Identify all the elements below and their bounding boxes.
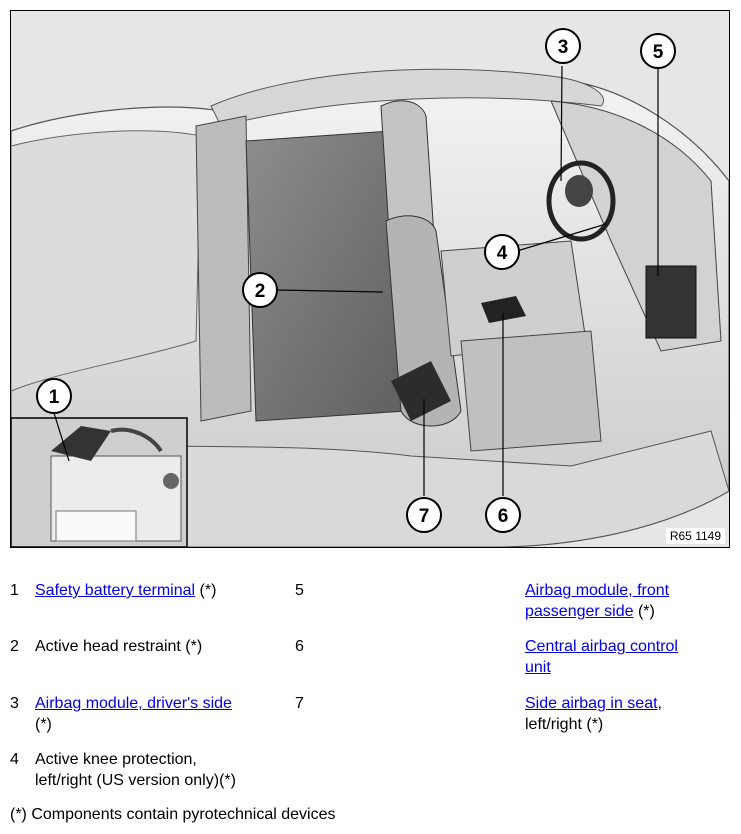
passenger-airbag-module — [646, 266, 696, 338]
legend-item-4 — [35, 749, 236, 791]
link-central-airbag-control-line2[interactable]: unit — [525, 659, 551, 676]
link-airbag-module-passenger-line1[interactable]: Airbag module, front — [525, 582, 670, 599]
legend-item-6 — [525, 636, 678, 678]
driver-airbag — [565, 175, 593, 207]
svg-text:4: 4 — [496, 243, 508, 264]
callout-2 — [243, 273, 277, 307]
legend-item-3-note: (*) — [35, 716, 52, 733]
legend-number-1: 1 — [10, 582, 19, 599]
link-airbag-module-driver-side[interactable]: Airbag module, driver's side — [35, 695, 232, 712]
svg-text:5: 5 — [652, 42, 664, 63]
link-safety-battery-terminal[interactable]: Safety battery terminal — [35, 582, 196, 599]
svg-text:3: 3 — [557, 37, 569, 58]
legend-number-7: 7 — [295, 695, 304, 712]
legend-item-3 — [35, 693, 232, 735]
rear-seat-back — [196, 116, 251, 421]
link-airbag-module-passenger-line2[interactable]: passenger side — [525, 603, 634, 620]
figure-reference: R65 1149 — [666, 528, 725, 544]
legend-item-1 — [35, 580, 216, 601]
battery-inset — [11, 418, 187, 547]
legend-number-4: 4 — [10, 751, 19, 768]
legend-item-7 — [525, 693, 662, 735]
callout-6 — [486, 498, 520, 532]
legend-item-2: Active head restraint (*) — [35, 638, 203, 655]
legend-item-5 — [525, 580, 669, 622]
legend-number-3: 3 — [10, 695, 19, 712]
link-central-airbag-control-line1[interactable]: Central airbag control — [525, 638, 678, 655]
legend-item-7-comma: , — [657, 695, 662, 712]
svg-text:2: 2 — [254, 281, 266, 302]
car-illustration — [10, 10, 730, 548]
legend-item-1-note: (*) — [195, 582, 217, 599]
callout-7 — [407, 498, 441, 532]
footnote-pyrotechnical: (*) Components contain pyrotechnical devices — [10, 806, 336, 823]
legend-item-4-line1: Active knee protection, — [35, 751, 197, 768]
callout-3 — [546, 29, 580, 63]
legend-item-5-note: (*) — [633, 603, 655, 620]
legend-item-7-line2: left/right (*) — [525, 716, 604, 733]
svg-text:1: 1 — [48, 387, 60, 408]
link-side-airbag-in-seat[interactable]: Side airbag in seat — [525, 695, 658, 712]
callout-1 — [37, 379, 71, 413]
seat-cushion-front-2 — [461, 331, 601, 451]
callout-4 — [485, 235, 519, 269]
callout-5 — [641, 34, 675, 68]
svg-text:6: 6 — [497, 506, 509, 527]
vehicle-cutaway-drawing — [11, 11, 729, 547]
legend-item-4-line2: left/right (US version only)(*) — [35, 772, 236, 789]
legend-number-5: 5 — [295, 582, 304, 599]
legend-number-2: 2 — [10, 638, 19, 655]
legend-number-6: 6 — [295, 638, 304, 655]
svg-text:7: 7 — [418, 506, 430, 527]
